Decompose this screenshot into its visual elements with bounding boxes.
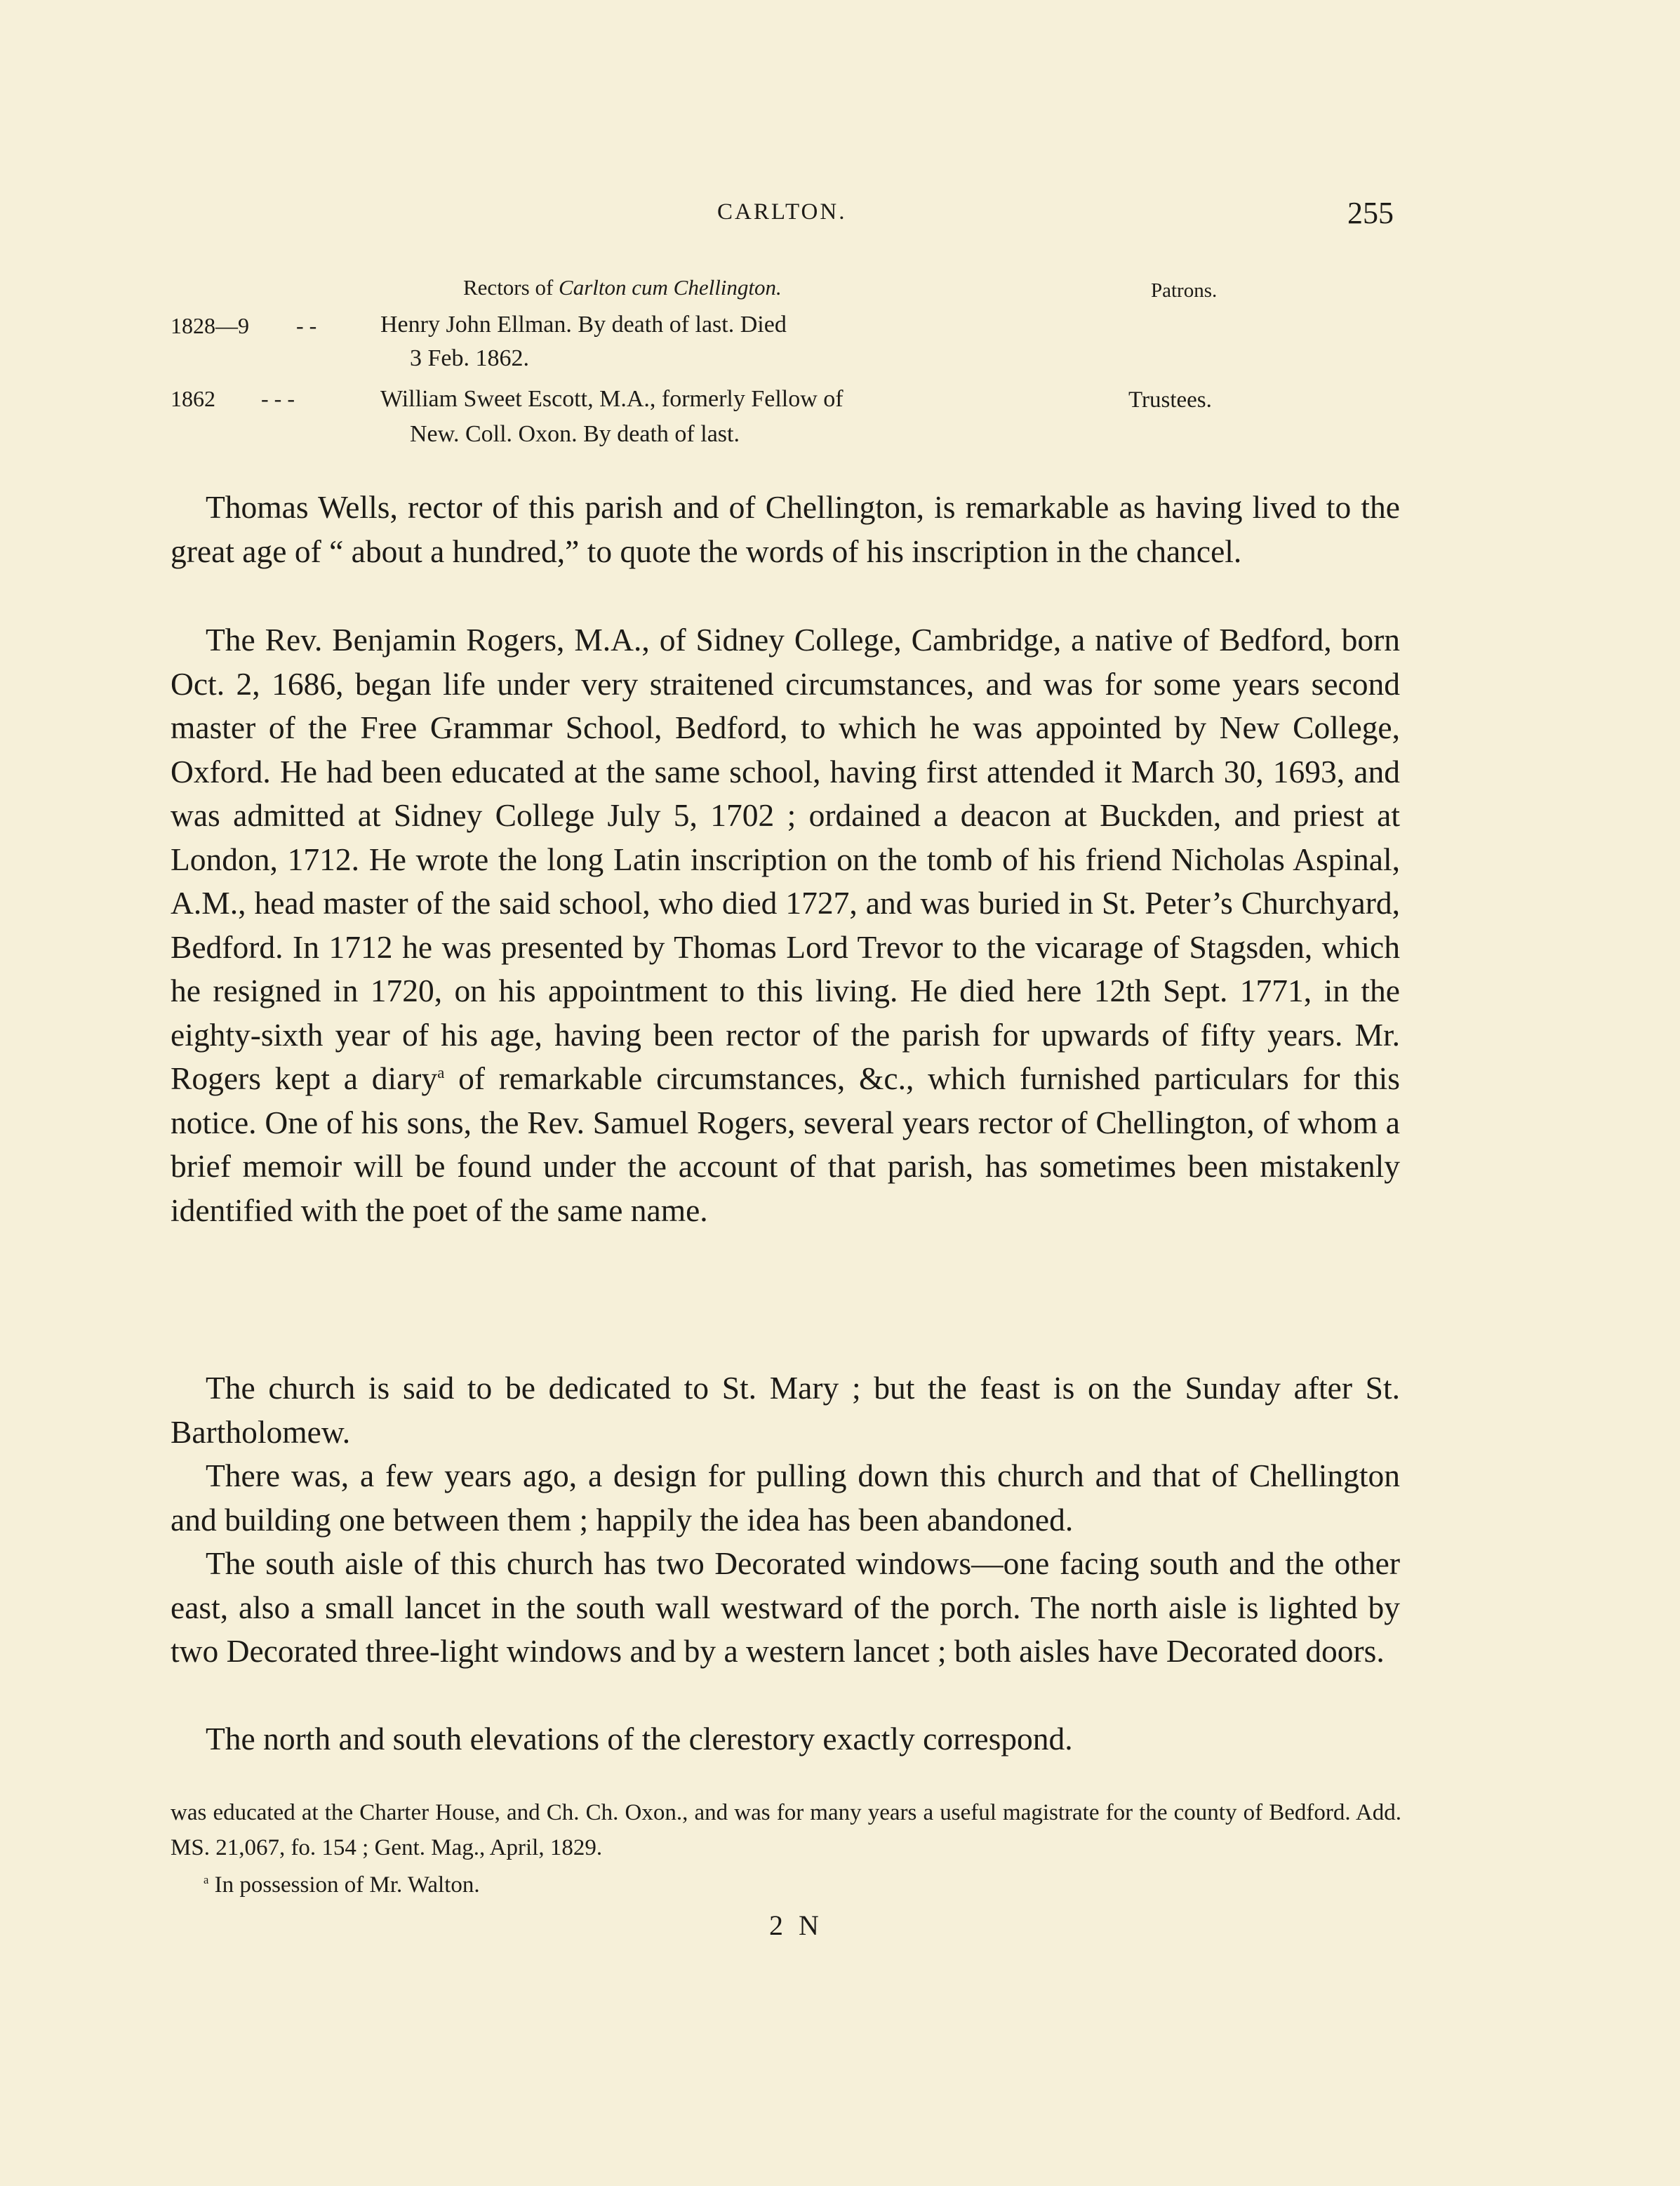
running-title: CARLTON. bbox=[717, 199, 847, 225]
rector-row-2-patron: Trustees. bbox=[1128, 387, 1212, 413]
paragraph-benjamin-rogers bbox=[171, 618, 1400, 1232]
footnote-continued: was educated at the Charter House, and Ch. Ch. Oxon., and was for many years a useful magistrate for the county of Bedford. Add. MS. 21,067, fo. 154 ; Gent. Mag., April, 1829. bbox=[171, 1800, 1401, 1860]
paragraph-3-text: The church is said to be dedicated to St. Mary ; but the feast is on the Sunday after St. Bartholomew. bbox=[171, 1370, 1400, 1450]
rector-row-1-dashes: - - bbox=[296, 313, 317, 338]
rector-row-2-line1: William Sweet Escott, M.A., formerly Fellow of bbox=[380, 386, 844, 412]
paragraph-2-rest: of remarkable circumstances, &c., which furnished particulars for this notice. One of his sons, the Rev. Samuel Rogers, several years rector of Chellington, of whom a brief memoir will be found under the account of that parish, has sometimes been mistakenly identified with the poet of the same name. bbox=[171, 1060, 1400, 1228]
paragraph-5-text: The south aisle of this church has two Decorated windows—one facing south and the other east, also a small lancet in the south wall westward of the porch. The north aisle is lighted by two Decorated three-light windows and by a western lancet ; both aisles have Decorated doors. bbox=[171, 1545, 1400, 1669]
rector-row-2-line2: New. Coll. Oxon. By death of last. bbox=[410, 421, 740, 447]
footnote-a bbox=[204, 1872, 480, 1898]
rector-row-1-line2: 3 Feb. 1862. bbox=[410, 345, 529, 371]
rectors-header-prefix: Rectors of bbox=[463, 275, 559, 300]
rector-row-1-line1: Henry John Ellman. By death of last. Died bbox=[380, 312, 787, 338]
paragraph-south-aisle bbox=[171, 1542, 1400, 1674]
paragraph-dedication bbox=[171, 1366, 1400, 1454]
rectors-header-parish: Carlton cum Chellington. bbox=[559, 275, 782, 300]
rector-row-2-dashes: - - - bbox=[261, 386, 295, 411]
paragraph-4-text: There was, a few years ago, a design for pulling down this church and that of Chellington and building one between them ; happily the idea has been abandoned. bbox=[171, 1458, 1400, 1538]
footnote-a-text: In possession of Mr. Walton. bbox=[208, 1872, 480, 1898]
rector-row-2-year: 1862 bbox=[171, 386, 215, 411]
paragraph-6-text: The north and south elevations of the clerestory exactly correspond. bbox=[206, 1721, 1073, 1757]
paragraph-thomas-wells bbox=[171, 486, 1400, 573]
rector-row-1-year: 1828—9 bbox=[171, 313, 249, 338]
paragraph-design bbox=[171, 1454, 1400, 1542]
paragraph-2-text: The Rev. Benjamin Rogers, M.A., of Sidney College, Cambridge, a native of Bedford, born Oct. 2, 1686, began life under very straitened circumstances, and was for some years second master of the Free Grammar School, Bedford, to which he was appointed by New College, Oxford. He had been educated at the same school, having first attended it March 30, 1693, and was admitted at Sidney College July 5, 1702 ; ordained a deacon at Buckden, and priest at London, 1712. He wrote the long Latin inscription on the tomb of his friend Nicholas Aspinal, A.M., head master of the said school, who died 1727, and was buried in St. Peter’s Churchyard, Bedford. In 1712 he was presented by Thomas Lord Trevor to the vicarage of Stagsden, which he resigned in 1720, on his appointment to this living. He died here 12th Sept. 1771, in the eighty-sixth year of his age, having been rector of the parish for upwards of fifty years. Mr. Rogers kept a diary bbox=[171, 622, 1400, 1096]
paragraph-1-text: Thomas Wells, rector of this parish and of Chellington, is remarkable as having lived to the great age of “ about a hundred,” to quote the words of his inscription in the chancel. bbox=[171, 489, 1400, 569]
signature-mark: 2 N bbox=[769, 1910, 823, 1941]
patrons-header: Patrons. bbox=[1151, 279, 1218, 302]
rectors-header bbox=[463, 275, 782, 300]
footnote-ref-a: a bbox=[437, 1063, 445, 1081]
page-number: 255 bbox=[1347, 196, 1394, 230]
paragraph-clerestory bbox=[171, 1717, 1400, 1761]
footnote-a-marker: a bbox=[204, 1873, 209, 1886]
